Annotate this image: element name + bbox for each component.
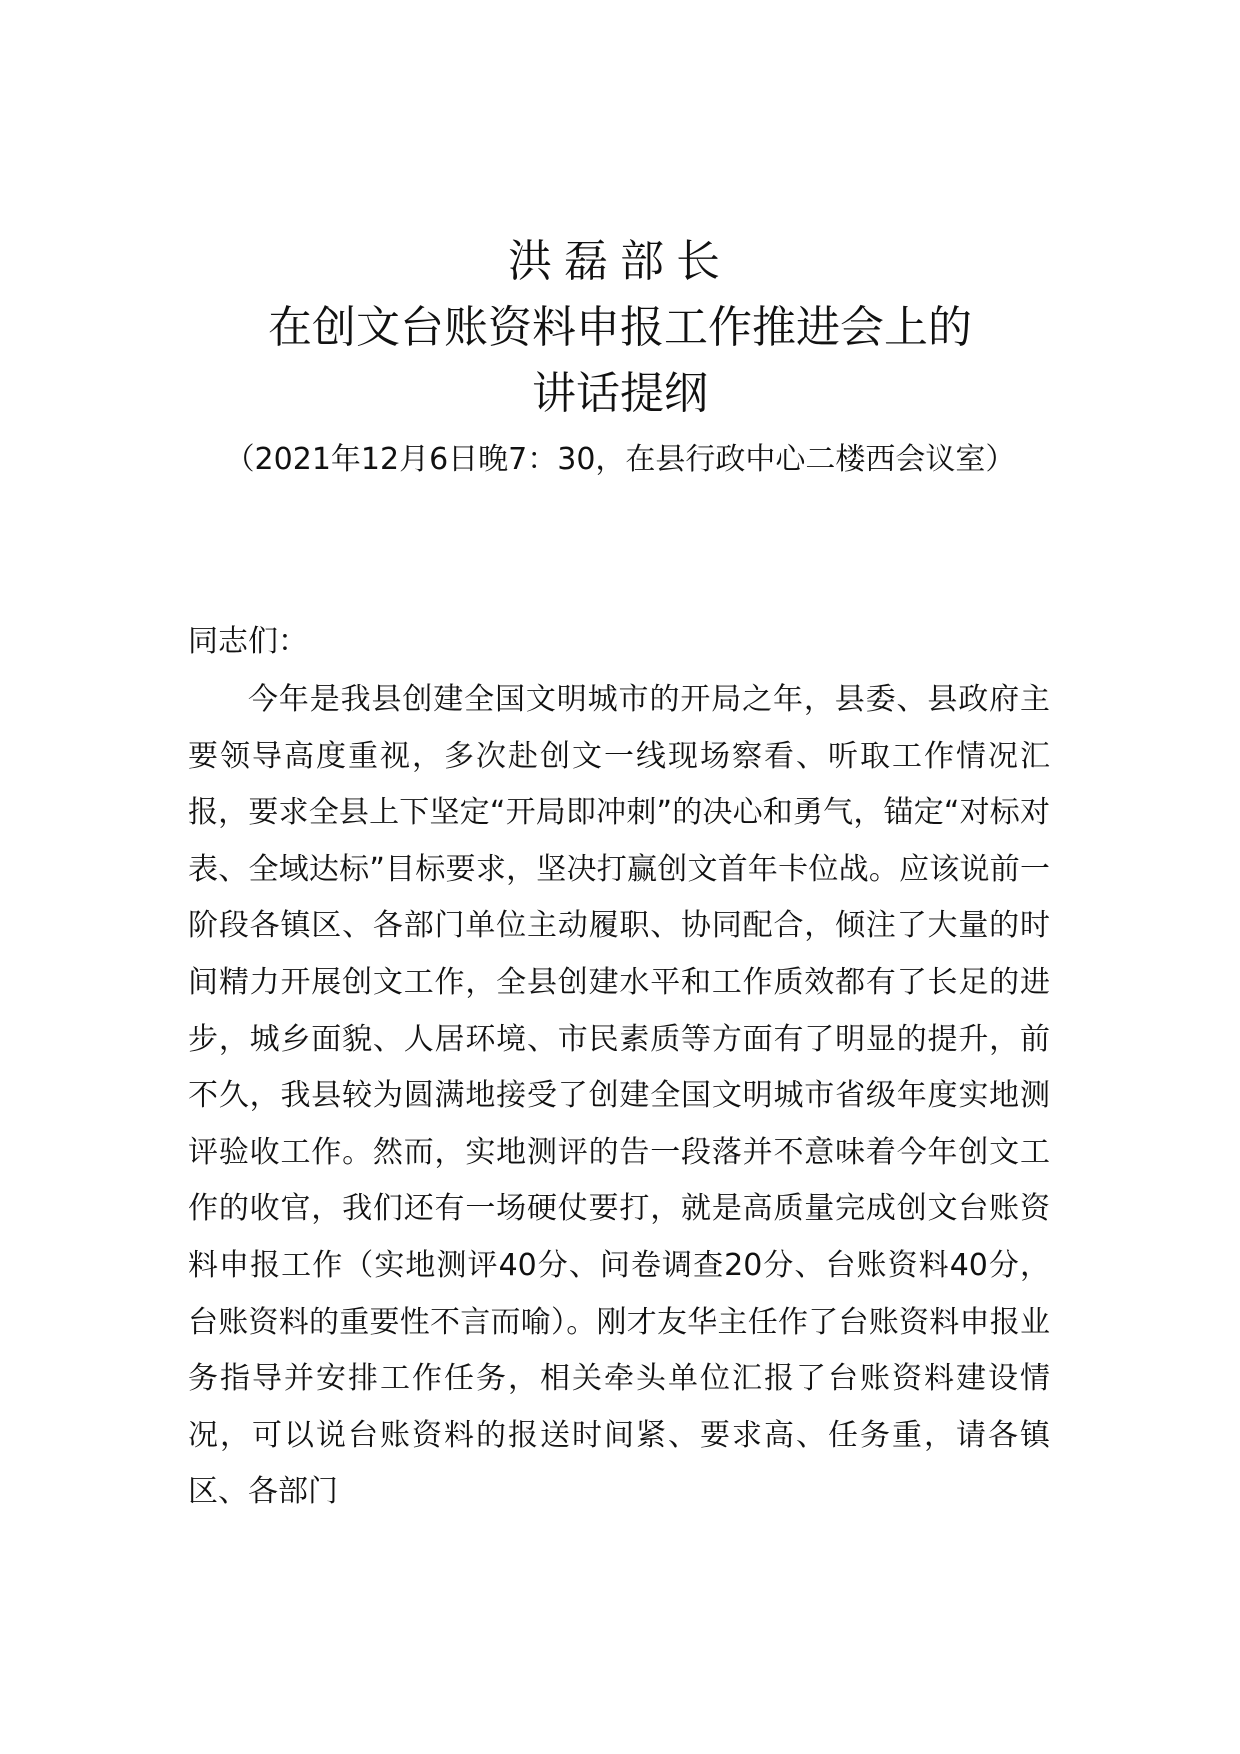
document-title-name: 洪磊部长: [508, 236, 732, 287]
document-title-occasion: 在创文台账资料申报工作推进会上的: [268, 302, 972, 353]
document-body-paragraph: 今年是我县创建全国文明城市的开局之年，县委、县政府主要领导高度重视，多次赴创文一线现场察看、听取工作情况汇报，要求全县上下坚定“开局即冲刺”的决心和勇气，锚定“对标对表、全域达标”目标要求，坚决打赢创文首年卡位战。应该说前一阶段各镇区、各部门单位主动履职、协同配合，倾注了大量的时间精力开展创文工作，全县创建水平和工作质效都有了长足的进步，城乡面貌、人居环境、市民素质等方面有了明显的提升，前不久，我县较为圆满地接受了创建全国文明城市省级年度实地测评验收工作。然而，实地测评的告一段落并不意味着今年创文工作的收官，我们还有一场硬仗要打，就是高质量完成创文台账资料申报工作（实地测评40分、问卷调查20分、台账资料40分，台账资料的重要性不言而喻）。刚才友华主任作了台账资料申报业务指导并安排工作任务，相关牵头单位汇报了台账资料建设情况，可以说台账资料的报送时间紧、要求高、任务重，请各镇区、各部门: [188, 682, 1050, 1510]
document-title-type: 讲话提纲: [532, 368, 708, 419]
document-greeting: 同志们：: [188, 624, 308, 659]
document-date-location: （2021年12月6日晚7：30，在县行政中心二楼西会议室）: [224, 442, 1016, 477]
